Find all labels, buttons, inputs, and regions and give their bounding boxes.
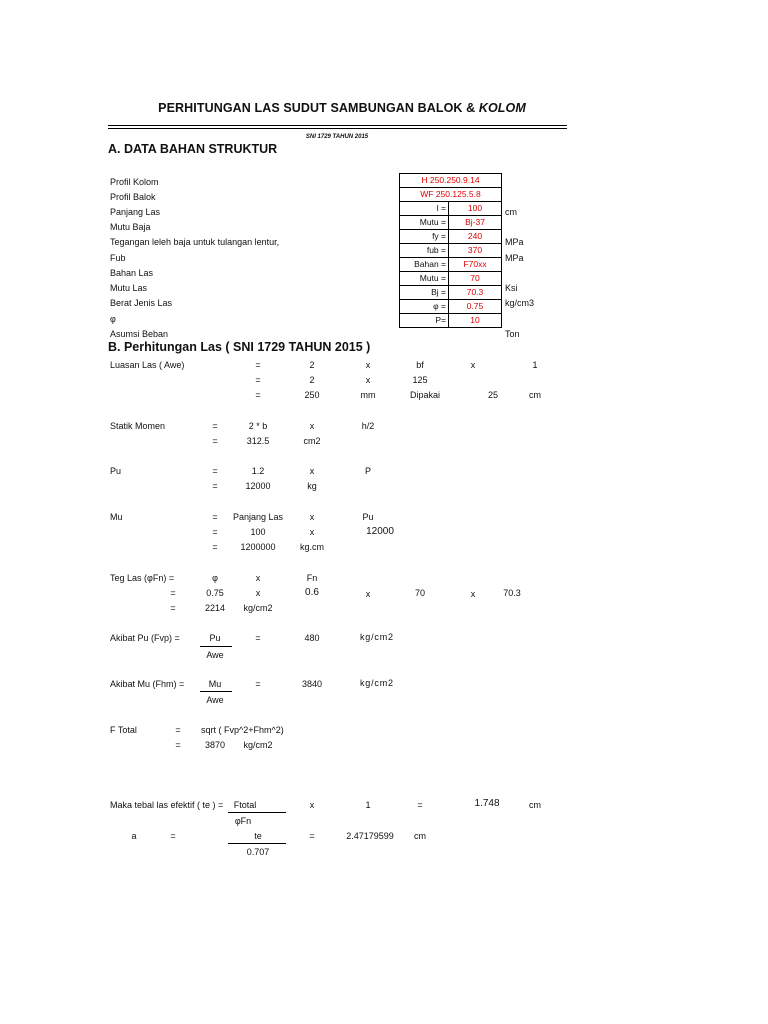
- mu-op-x-2: x: [309, 527, 315, 537]
- luasan-op-x-2: x: [470, 360, 476, 370]
- title-rule-bottom: [108, 128, 567, 129]
- teg-eq-2: =: [170, 588, 176, 598]
- luasan-dipakai: Dipakai: [409, 390, 441, 400]
- label-fub: Fub: [110, 253, 126, 263]
- label-pu: Pu: [110, 466, 122, 476]
- section-b-heading: B. Perhitungan Las ( SNI 1729 TAHUN 2015 ): [108, 340, 371, 354]
- table-row: [400, 314, 502, 328]
- luasan-unit-cm: cm: [529, 390, 541, 400]
- label-mutu-las: Mutu Las: [110, 283, 148, 293]
- teg-result: 2214: [204, 603, 226, 613]
- label-berat-jenis-las: Berat Jenis Las: [110, 298, 173, 308]
- mu-result: 1200000: [240, 542, 276, 552]
- pu-eq-1: =: [212, 466, 218, 476]
- fhm-denominator: Awe: [206, 695, 224, 705]
- fhm-value: 3840: [301, 679, 323, 689]
- fhm-numerator: Mu: [208, 679, 222, 689]
- ftotal-eq-2: =: [175, 740, 181, 750]
- key-bahan-las: Bahan =: [400, 258, 449, 272]
- a-denominator: 0.707: [246, 847, 270, 857]
- mu-panjang-las: Panjang Las: [232, 512, 284, 522]
- fhm-eq: =: [255, 679, 261, 689]
- unit-bj: kg/cm3: [505, 298, 535, 308]
- value-p: 10: [449, 314, 502, 328]
- table-row: [400, 188, 502, 202]
- ftotal-eq-1: =: [175, 725, 181, 735]
- te-op-x: x: [309, 800, 315, 810]
- value-profil-kolom: H 250.250.9.14: [400, 174, 502, 188]
- table-row: [400, 230, 502, 244]
- value-panjang-las: 100: [449, 202, 502, 216]
- ftotal-formula: sqrt ( Fvp^2+Fhm^2): [201, 725, 284, 735]
- statik-h2: h/2: [361, 421, 375, 431]
- teg-op-x-3: x: [365, 589, 371, 599]
- key-phi: φ =: [400, 300, 449, 314]
- luasan-value-2b: 2: [309, 375, 315, 385]
- table-row: [400, 174, 502, 188]
- value-phi: 0.75: [449, 300, 502, 314]
- statik-2b: 2 * b: [248, 421, 268, 431]
- label-mu: Mu: [110, 512, 123, 522]
- label-phi: φ: [110, 314, 116, 324]
- page-title: PERHITUNGAN LAS SUDUT SAMBUNGAN BALOK & KOLOM: [158, 101, 526, 115]
- fvp-fraction-bar: [200, 646, 232, 647]
- a-eq-1: =: [170, 831, 176, 841]
- luasan-dipakai-value: 25: [487, 390, 499, 400]
- value-fub: 370: [449, 244, 502, 258]
- teg-value-70: 70: [414, 588, 426, 598]
- key-p: P=: [400, 314, 449, 328]
- pu-result: 12000: [245, 481, 271, 491]
- label-bahan-las: Bahan Las: [110, 268, 154, 278]
- table-row: [400, 286, 502, 300]
- fhm-fraction-bar: [200, 691, 232, 692]
- label-statik-momen: Statik Momen: [110, 421, 166, 431]
- value-bahan-las: F70xx: [449, 258, 502, 272]
- te-unit: cm: [529, 800, 541, 810]
- label-mutu-baja: Mutu Baja: [110, 222, 151, 232]
- label-akibat-mu: Akibat Mu (Fhm) =: [110, 679, 185, 689]
- label-profil-kolom: Profil Kolom: [110, 177, 159, 187]
- pu-factor: 1.2: [251, 466, 265, 476]
- teg-phi: φ: [212, 573, 218, 583]
- material-data-table: [399, 173, 502, 328]
- a-fraction-bar: [228, 843, 286, 844]
- teg-unit: kg/cm2: [243, 603, 273, 613]
- table-row: [400, 216, 502, 230]
- standard-subtitle: SNI 1729 TAHUN 2015: [305, 134, 369, 140]
- label-tegangan-leleh: Tegangan leleh baja untuk tulangan lentur,: [110, 237, 280, 247]
- label-tebal-las: Maka tebal las efektif ( te ) =: [110, 800, 224, 810]
- te-value: 1.748: [474, 798, 500, 809]
- unit-mutu-las: Ksi: [505, 283, 518, 293]
- mu-value-100: 100: [250, 527, 266, 537]
- mu-eq-3: =: [212, 542, 218, 552]
- label-luasan-las: Luasan Las ( Awe): [110, 360, 185, 370]
- luasan-unit-mm: mm: [360, 390, 376, 400]
- unit-fub: MPa: [505, 253, 524, 263]
- luasan-op-x: x: [365, 360, 371, 370]
- te-mult: 1: [365, 800, 371, 810]
- unit-fy: MPa: [505, 237, 524, 247]
- luasan-op-x-3: x: [365, 375, 371, 385]
- fvp-numerator: Pu: [209, 633, 221, 643]
- luasan-bf: bf: [416, 360, 424, 370]
- a-eq-2: =: [309, 831, 315, 841]
- statik-result: 312.5: [246, 436, 270, 446]
- a-numerator: te: [254, 831, 262, 841]
- te-fraction-bar: [228, 812, 286, 813]
- value-profil-balok: WF 250.125.5.8: [400, 188, 502, 202]
- unit-panjang-las: cm: [505, 207, 517, 217]
- label-asumsi-beban: Asumsi Beban: [110, 329, 169, 339]
- value-bj: 70.3: [449, 286, 502, 300]
- table-row: [400, 272, 502, 286]
- mu-value-12000: 12000: [366, 526, 394, 537]
- mu-eq-1: =: [212, 512, 218, 522]
- teg-eq-3: =: [170, 603, 176, 613]
- teg-op-x: x: [255, 573, 261, 583]
- key-fub: fub =: [400, 244, 449, 258]
- teg-value-703: 70.3: [503, 588, 521, 598]
- mu-pu: Pu: [362, 512, 374, 522]
- a-value: 2.47179599: [346, 831, 394, 841]
- luasan-value-125: 125: [412, 375, 428, 385]
- table-row: [400, 202, 502, 216]
- te-eq: =: [417, 800, 423, 810]
- luasan-eq-1: =: [255, 360, 261, 370]
- value-fy: 240: [449, 230, 502, 244]
- statik-unit: cm2: [303, 436, 321, 446]
- luasan-result: 250: [304, 390, 320, 400]
- statik-eq-2: =: [212, 436, 218, 446]
- pu-p: P: [364, 466, 372, 476]
- label-panjang-las: Panjang Las: [110, 207, 161, 217]
- label-akibat-pu: Akibat Pu (Fvp) =: [110, 633, 180, 643]
- section-a-heading: A. DATA BAHAN STRUKTUR: [108, 142, 278, 156]
- mu-eq-2: =: [212, 527, 218, 537]
- luasan-eq-3: =: [255, 390, 261, 400]
- teg-value-075: 0.75: [206, 588, 224, 598]
- label-a: a: [131, 831, 137, 841]
- value-mutu-las: 70: [449, 272, 502, 286]
- a-unit: cm: [414, 831, 426, 841]
- luasan-value-1: 1: [532, 360, 538, 370]
- mu-op-x: x: [309, 512, 315, 522]
- pu-unit: kg: [307, 481, 317, 491]
- ftotal-result: 3870: [204, 740, 226, 750]
- unit-p: Ton: [505, 329, 520, 339]
- key-bj: Bj =: [400, 286, 449, 300]
- statik-eq-1: =: [212, 421, 218, 431]
- fvp-eq: =: [255, 633, 261, 643]
- key-mutu-baja: Mutu =: [400, 216, 449, 230]
- te-denominator: φFn: [234, 816, 252, 826]
- mu-unit: kg.cm: [299, 542, 325, 552]
- key-fy: fy =: [400, 230, 449, 244]
- table-row: [400, 244, 502, 258]
- title-rule-top: [108, 125, 567, 126]
- key-mutu-las: Mutu =: [400, 272, 449, 286]
- value-mutu-baja: Bj-37: [449, 216, 502, 230]
- teg-op-x-2: x: [255, 588, 261, 598]
- pu-op-x: x: [309, 466, 315, 476]
- teg-value-06: 0.6: [305, 587, 319, 598]
- luasan-eq-2: =: [255, 375, 261, 385]
- fvp-value: 480: [304, 633, 320, 643]
- fvp-denominator: Awe: [206, 650, 224, 660]
- te-numerator: Ftotal: [233, 800, 257, 810]
- key-panjang-las: l =: [400, 202, 449, 216]
- ftotal-unit: kg/cm2: [243, 740, 273, 750]
- label-teg-las: Teg Las (φFn) =: [110, 573, 175, 583]
- table-row: [400, 300, 502, 314]
- fvp-unit: kg/cm2: [360, 632, 394, 642]
- label-profil-balok: Profil Balok: [110, 192, 156, 202]
- teg-op-x-4: x: [470, 589, 476, 599]
- table-row: [400, 258, 502, 272]
- statik-op-x: x: [309, 421, 315, 431]
- teg-fn: Fn: [306, 573, 318, 583]
- label-f-total: F Total: [110, 725, 137, 735]
- pu-eq-2: =: [212, 481, 218, 491]
- fhm-unit: kg/cm2: [360, 678, 394, 688]
- luasan-value-2: 2: [309, 360, 315, 370]
